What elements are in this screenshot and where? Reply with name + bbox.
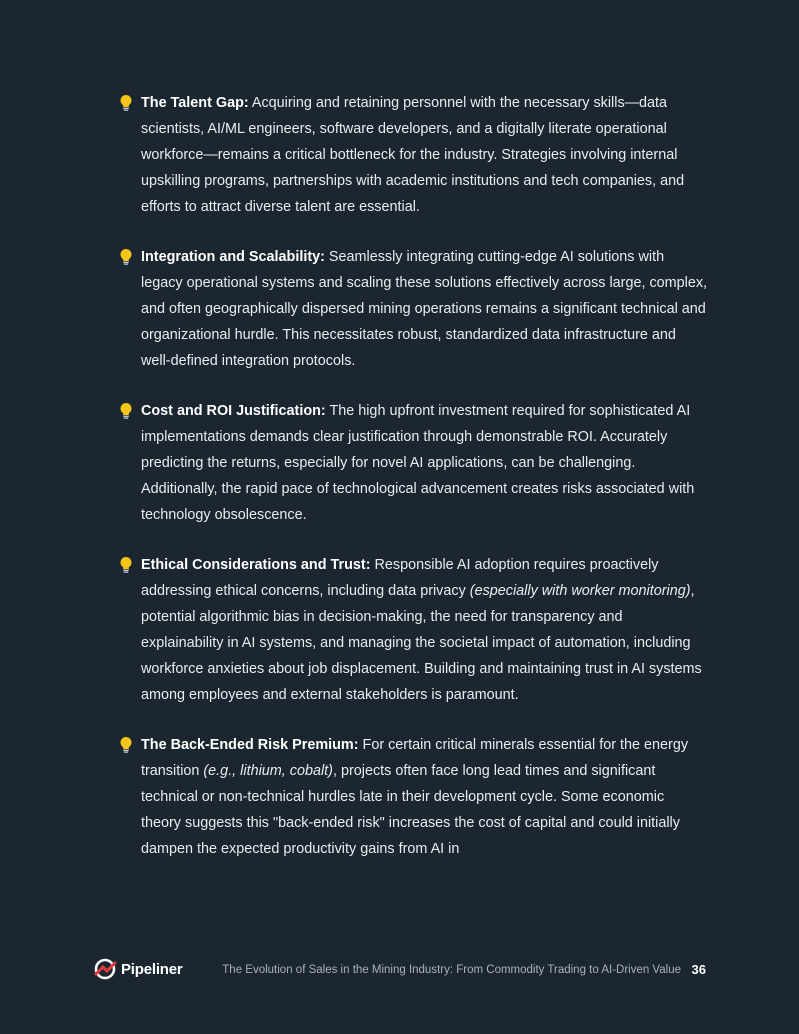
list-item [118, 552, 708, 708]
content-area [118, 90, 708, 886]
item-text: Responsible AI adoption requires proactively addressing ethical concerns, including data privacy [141, 557, 659, 599]
list-item [118, 90, 708, 220]
item-title: The Talent Gap: [141, 95, 249, 111]
item-text-italic: (e.g., lithium, cobalt) [203, 763, 333, 779]
item-title: Ethical Considerations and Trust: [141, 557, 371, 573]
item-title: The Back-Ended Risk Premium: [141, 737, 359, 753]
logo-text: Pipeliner [121, 960, 183, 978]
lightbulb-icon [118, 556, 134, 574]
item-title: Cost and ROI Justification: [141, 403, 326, 419]
item-text: For certain critical minerals essential for the energy transition [141, 737, 689, 779]
lightbulb-icon [118, 248, 134, 266]
item-title: Integration and Scalability: [141, 249, 325, 265]
item-text-italic: (especially with worker monitoring) [469, 583, 691, 599]
item-text: , projects often face long lead times and significant technical or non-technical hurdles late in their development cycle. Some economic theory suggests this "back-ended risk" increases the cost of capital and could initially dampen the expected productivity gains from AI in [141, 763, 680, 857]
item-text: Acquiring and retaining personnel with the necessary skills—data scientists, AI/ML engineers, software developers, and a digitally literate operational workforce—remains a critical bottleneck for the industry. Strategies involving internal upskilling programs, partnerships with academic institutions and tech companies, and efforts to attract diverse talent are essential. [141, 95, 685, 215]
list-item [118, 398, 708, 528]
item-text: Seamlessly integrating cutting-edge AI solutions with legacy operational systems and scaling these solutions effectively across large, complex, and often geographically dispersed mining operations remains a significant technical and organizational hurdle. This necessitates robust, standardized data infrastructure and well-defined integration protocols. [141, 249, 708, 369]
lightbulb-icon [118, 736, 134, 754]
lightbulb-icon [118, 94, 134, 112]
pipeliner-logo-icon [94, 958, 118, 980]
pipeliner-logo [94, 958, 183, 980]
item-text: The high upfront investment required for sophisticated AI implementations demands clear justification through demonstrable ROI. Accurately predicting the returns, especially for novel AI applications, can be challenging. Additionally, the rapid pace of technological advancement creates risks associated with technology obsolescence. [141, 403, 695, 523]
page-number: 36 [691, 962, 706, 977]
list-item [118, 732, 708, 862]
page-footer [0, 955, 799, 985]
lightbulb-icon [118, 402, 134, 420]
document-title: The Evolution of Sales in the Mining Industry: From Commodity Trading to AI-Driven Value [222, 964, 681, 976]
item-text: , potential algorithmic bias in decision-making, the need for transparency and explainability in AI systems, and managing the societal impact of automation, including workforce anxieties about job displacement. Building and maintaining trust in AI systems among employees and external stakeholders is paramount. [141, 583, 702, 703]
list-item [118, 244, 708, 374]
